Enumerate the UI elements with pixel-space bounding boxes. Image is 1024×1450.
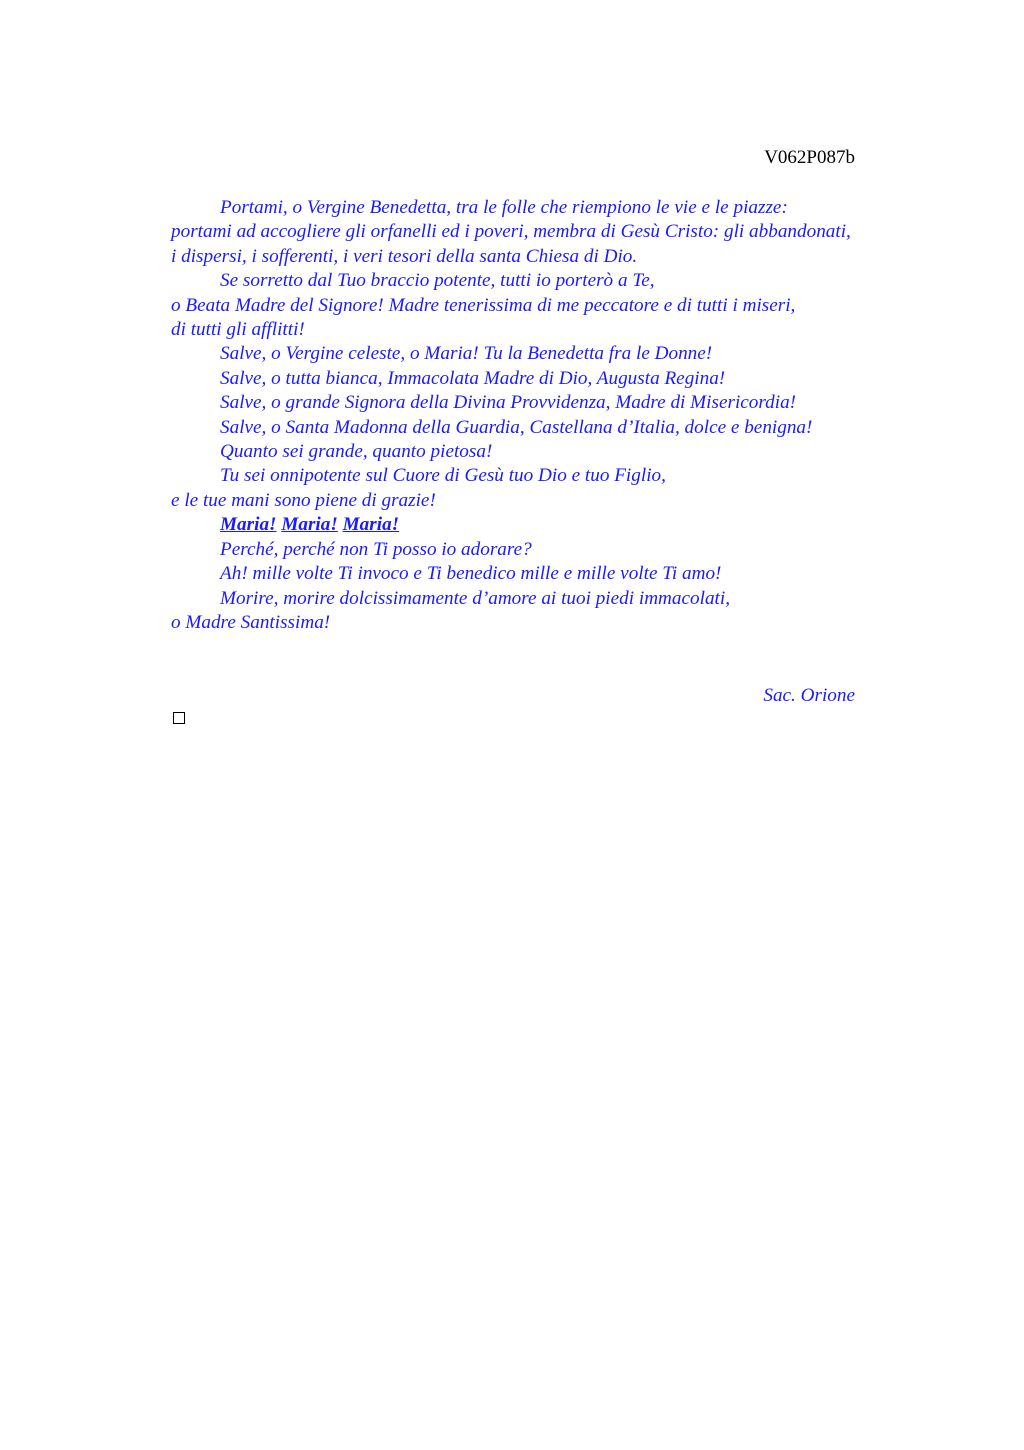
document-page <box>171 0 855 1450</box>
text-line: Tu sei onnipotente sul Cuore di Gesù tuo Dio e tuo Figlio, <box>220 465 666 487</box>
reference-code: V062P087b <box>764 147 855 168</box>
maria-word: Maria! <box>281 514 338 536</box>
text-line: Morire, morire dolcissimamente d’amore ai tuoi piedi immacolati, <box>220 587 731 609</box>
text-line: portami ad accogliere gli orfanelli ed i poveri, membra di Gesù Cristo: gli abbandonati, <box>171 221 851 243</box>
text-line: di tutti gli afflitti! <box>171 319 305 341</box>
signature: Sac. Orione <box>763 685 855 706</box>
maria-word: Maria! <box>220 514 277 536</box>
text-line: Salve, o grande Signora della Divina Provvidenza, Madre di Misericordia! <box>220 392 797 414</box>
square-outline-icon <box>173 712 185 724</box>
text-line: Salve, o Santa Madonna della Guardia, Castellana d’Italia, dolce e benigna! <box>220 416 813 438</box>
text-line: Portami, o Vergine Benedetta, tra le folle che riempiono le vie e le piazze: <box>220 197 788 218</box>
prayer-text <box>171 196 855 635</box>
maria-invocation-line <box>171 513 855 537</box>
text-line: Perché, perché non Ti posso io adorare? <box>220 538 532 560</box>
text-line: e le tue mani sono piene di grazie! <box>171 489 436 511</box>
text-line: Salve, o Vergine celeste, o Maria! Tu la Benedetta fra le Donne! <box>220 343 713 365</box>
text-line: o Madre Santissima! <box>171 611 331 633</box>
text-line: Quanto sei grande, quanto pietosa! <box>220 441 493 463</box>
text-line: Se sorretto dal Tuo braccio potente, tutti io porterò a Te, <box>220 270 655 292</box>
text-line: i dispersi, i sofferenti, i veri tesori della santa Chiesa di Dio. <box>171 245 638 267</box>
text-line: Ah! mille volte Ti invoco e Ti benedico mille e mille volte Ti amo! <box>220 563 722 585</box>
text-line: Salve, o tutta bianca, Immacolata Madre di Dio, Augusta Regina! <box>220 367 726 389</box>
text-line: o Beata Madre del Signore! Madre tenerissima di me peccatore e di tutti i miseri, <box>171 294 796 316</box>
maria-word: Maria! <box>342 514 400 536</box>
